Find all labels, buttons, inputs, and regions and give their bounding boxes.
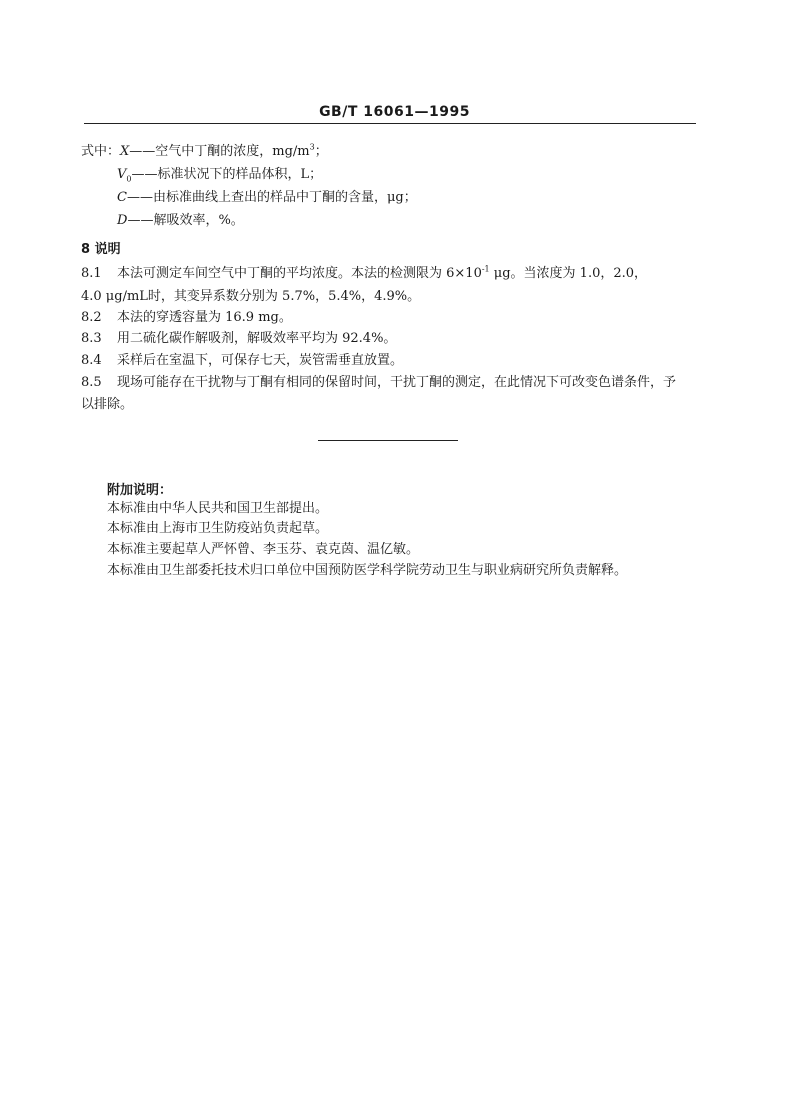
clause-text: 用二硫化碳作解吸剂，解吸效率平均为 92.4%。 bbox=[117, 331, 397, 346]
legend-symbol: D bbox=[117, 213, 128, 228]
clause-number: 8.2 bbox=[81, 310, 102, 325]
legend-line-v0 bbox=[117, 166, 322, 184]
clause-8-3 bbox=[81, 330, 396, 348]
clause-superscript: -1 bbox=[481, 264, 490, 274]
legend-superscript: 3 bbox=[309, 142, 315, 152]
clause-text: 采样后在室温下，可保存七天，炭管需垂直放置。 bbox=[117, 353, 404, 368]
legend-desc: ——标准状况下的样品体积，L； bbox=[131, 167, 323, 182]
additional-note-line: 本标准由中华人民共和国卫生部提出。 bbox=[107, 501, 329, 516]
section-8-title: 8 说明 bbox=[81, 242, 121, 257]
clause-8-5-line1 bbox=[81, 374, 676, 392]
legend-desc: ——由标准曲线上查出的样品中丁酮的含量，μg； bbox=[126, 190, 417, 205]
clause-8-4 bbox=[81, 352, 403, 370]
legend-symbol: C bbox=[117, 190, 127, 205]
clause-text: 现场可能存在干扰物与丁酮有相同的保留时间，干扰丁酮的测定，在此情况下可改变色谱条件，予 bbox=[117, 375, 677, 390]
clause-text-tail: μg。当浓度为 1.0，2.0， bbox=[489, 266, 648, 281]
clause-text: 本法的穿透容量为 16.9 mg。 bbox=[117, 310, 292, 325]
clause-number: 8.4 bbox=[81, 353, 102, 368]
legend-desc: ——解吸效率，%。 bbox=[127, 213, 244, 228]
clause-number: 8.1 bbox=[81, 266, 102, 281]
additional-notes-title: 附加说明： bbox=[107, 483, 173, 498]
standard-code-header: GB/T 16061—1995 bbox=[319, 104, 470, 120]
legend-desc: ——空气中丁酮的浓度，mg/m bbox=[129, 144, 310, 159]
clause-number: 8.3 bbox=[81, 331, 102, 346]
clause-8-5-line2: 以排除。 bbox=[81, 397, 134, 412]
end-of-text-rule bbox=[318, 440, 458, 441]
clause-text: 本法可测定车间空气中丁酮的平均浓度。本法的检测限为 6×10 bbox=[117, 266, 482, 281]
legend-symbol: X bbox=[120, 144, 130, 159]
clause-8-1-line2: 4.0 μg/mL时，其变异系数分别为 5.7%，5.4%，4.9%。 bbox=[81, 289, 421, 304]
header-rule bbox=[84, 123, 696, 124]
clause-number: 8.5 bbox=[81, 375, 102, 390]
clause-8-2 bbox=[81, 309, 292, 327]
legend-line-c bbox=[117, 189, 417, 207]
additional-note-line: 本标准主要起草人严怀曾、李玉芬、袁克茵、温亿敏。 bbox=[107, 542, 420, 557]
legend-prefix: 式中： bbox=[81, 144, 121, 159]
additional-note-line: 本标准由卫生部委托技术归口单位中国预防医学科学院劳动卫生与职业病研究所负责解释。 bbox=[107, 563, 628, 578]
legend-symbol: V bbox=[117, 167, 127, 182]
additional-note-line: 本标准由上海市卫生防疫站负责起草。 bbox=[107, 521, 329, 536]
legend-line-d bbox=[117, 212, 244, 230]
legend-tail: ； bbox=[314, 144, 328, 159]
legend-line-x bbox=[81, 143, 328, 161]
clause-8-1-line1 bbox=[81, 265, 647, 283]
legend-subscript: 0 bbox=[126, 174, 132, 184]
